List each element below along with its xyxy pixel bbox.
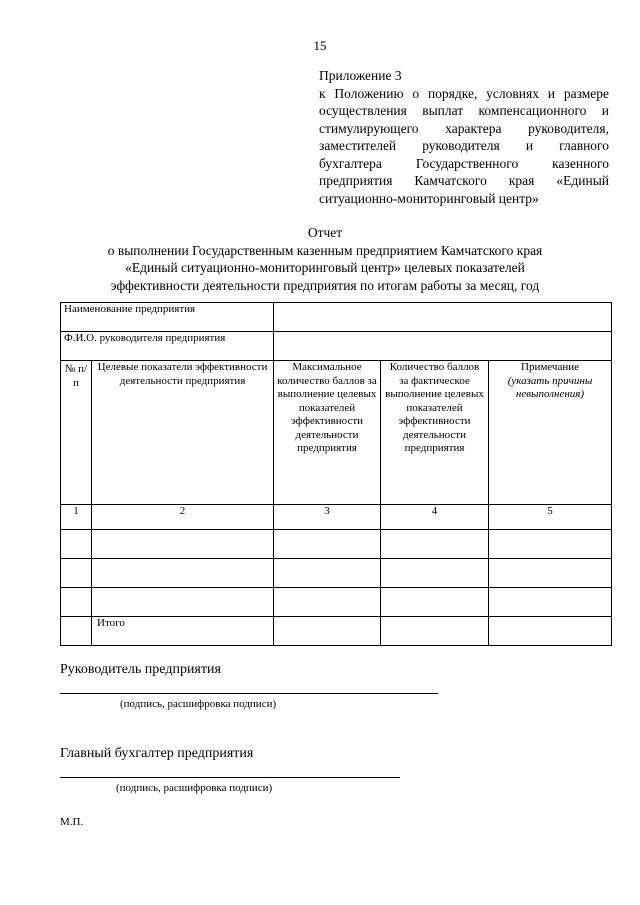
report-title-line-1: о выполнении Государственным казенным предприятием Камчатского края [107,242,543,258]
table-cell[interactable] [92,530,274,559]
table-cell[interactable] [92,588,274,617]
header-note [489,361,612,505]
header-indicators: Целевые показатели эффективности деятельности предприятия [92,361,274,505]
table-cell[interactable] [61,617,92,646]
table-row [61,588,612,617]
column-number-4: 4 [381,505,489,530]
column-numbers-row [61,505,612,530]
report-heading: Отчет [307,225,343,240]
appendix-line-3: осуществления выплат компенсационного и [319,103,609,118]
appendix-line-7: предприятия Камчатского края «Единый [319,173,609,188]
table-cell[interactable] [61,559,92,588]
table-row [61,530,612,559]
table-cell[interactable] [274,617,381,646]
total-label: Итого [92,617,274,646]
header-note-italic: (указать причины невыполнения) [507,374,593,400]
header-max-points: Максимальное количество баллов за выполнение целевых показателей эффективности деятельности предприятия [274,361,381,505]
director-signature-caption: (подпись, расшифровка подписи) [120,698,277,710]
appendix-line-5: заместителей руководителя и главного [319,138,609,153]
enterprise-label: Наименование предприятия [61,303,274,332]
table-cell[interactable] [489,588,612,617]
table-cell[interactable] [489,559,612,588]
table-cell[interactable] [274,530,381,559]
header-row [61,361,612,505]
table-cell[interactable] [274,588,381,617]
table-cell[interactable] [381,588,489,617]
table-cell[interactable] [381,559,489,588]
table-cell[interactable] [61,588,92,617]
accountant-signature-caption: (подпись, расшифровка подписи) [116,782,273,794]
table-cell[interactable] [381,617,489,646]
report-table [60,302,612,646]
column-number-5: 5 [489,505,612,530]
director-signature-title: Руководитель предприятия [60,662,221,677]
enterprise-row [61,303,612,332]
column-number-1: 1 [61,505,92,530]
report-title-line-2: «Единый ситуационно-мониторинговый центр» целевых показателей [125,260,525,275]
accountant-signature-line[interactable] [60,777,400,778]
table-cell[interactable] [92,559,274,588]
director-value [274,332,612,361]
director-signature-line[interactable] [60,693,438,694]
appendix-block [319,67,609,207]
table-cell[interactable] [61,530,92,559]
header-actual-points: Количество баллов за фактическое выполнение целевых показателей эффективности деятельности предприятия [381,361,489,505]
appendix-line-6: бухгалтера Государственного казенного [319,155,609,171]
report-title-block [40,224,610,294]
stamp-placeholder: М.П. [60,816,84,828]
header-num: № п/п [61,361,92,505]
appendix-line-8: ситуационно-мониторинговый центр» [319,190,539,206]
enterprise-value [274,303,612,332]
header-note-main: Примечание [521,361,579,373]
table-row [61,559,612,588]
appendix-line-1: Приложение 3 [319,68,402,83]
total-row [61,617,612,646]
accountant-signature-title: Главный бухгалтер предприятия [60,746,254,761]
column-number-3: 3 [274,505,381,530]
table-cell[interactable] [381,530,489,559]
director-row [61,332,612,361]
appendix-line-4: стимулирующего характера руководителя, [319,120,609,136]
page-number: 15 [313,38,327,53]
report-title-line-3: эффективности деятельности предприятия по итогам работы за месяц, год [110,277,540,293]
column-number-2: 2 [92,505,274,530]
director-label: Ф.И.О. руководителя предприятия [61,332,274,361]
appendix-line-2: к Положению о порядке, условиях и размере [319,85,609,101]
table-cell[interactable] [489,530,612,559]
table-cell[interactable] [489,617,612,646]
table-cell[interactable] [274,559,381,588]
